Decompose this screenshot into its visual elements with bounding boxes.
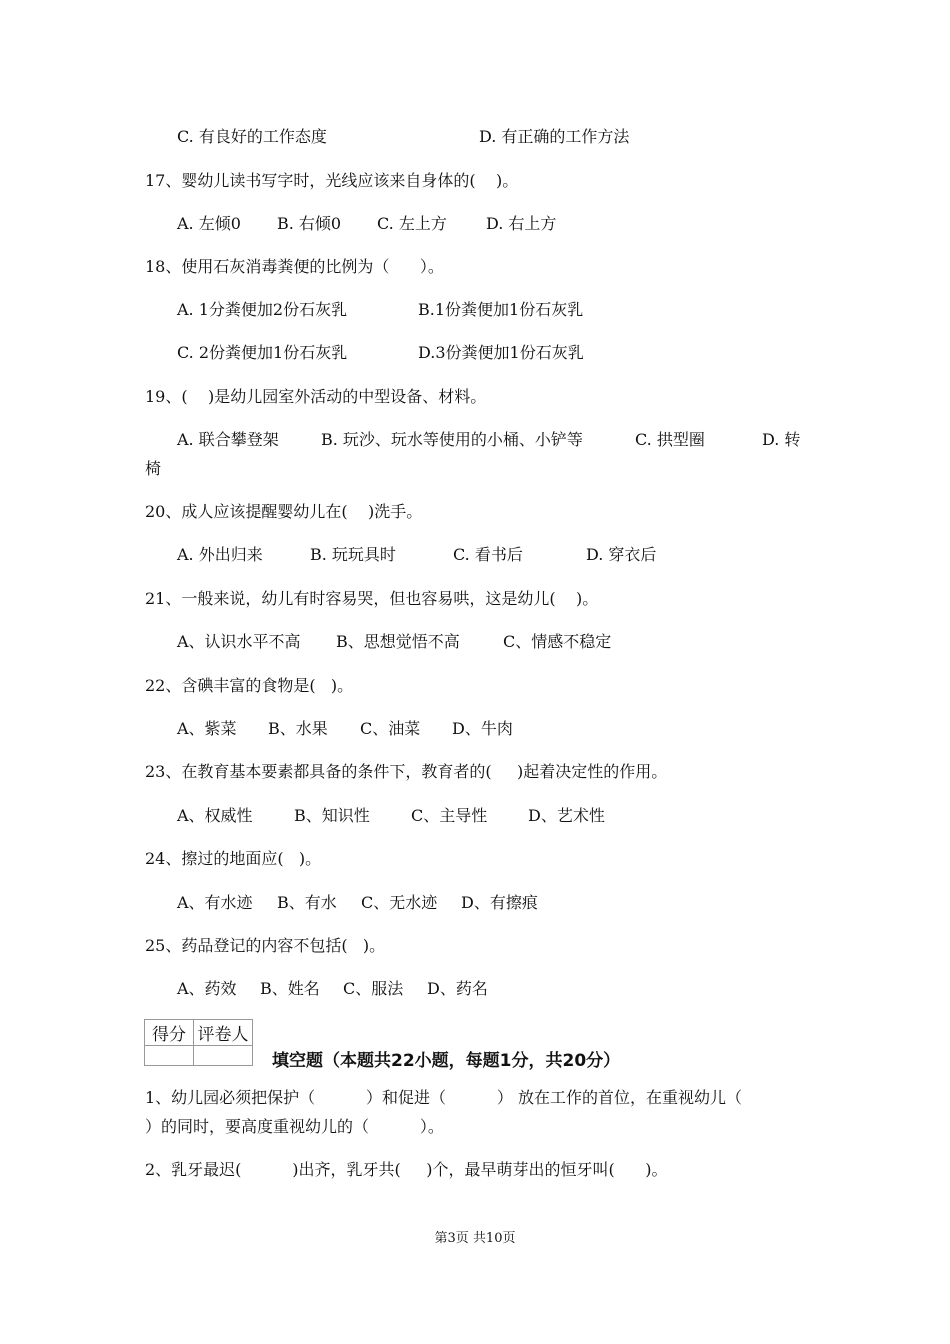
- q22-option-d: D、牛肉: [452, 719, 513, 738]
- q22-option-b: B、水果: [268, 719, 328, 738]
- q20-option-b: B. 玩玩具时: [310, 545, 396, 564]
- q17-option-b: B. 右倾0: [277, 214, 342, 233]
- q21-option-c: C、情感不稳定: [503, 632, 612, 651]
- q19-option-b: B. 玩沙、玩水等使用的小桶、小铲等: [321, 430, 583, 449]
- q22-stem: 22、含碘丰富的食物是( )。: [145, 676, 354, 695]
- q19-option-d: D. 转: [762, 430, 801, 449]
- q24-stem: 24、擦过的地面应( )。: [145, 849, 322, 868]
- q25-stem: 25、药品登记的内容不包括( )。: [145, 936, 386, 955]
- q22-option-c: C、油菜: [360, 719, 421, 738]
- q16-option-d: D. 有正确的工作方法: [479, 127, 630, 146]
- q25-option-c: C、服法: [343, 979, 404, 998]
- q23-option-b: B、知识性: [294, 806, 370, 825]
- q17-option-c: C. 左上方: [377, 214, 447, 233]
- fill1-line1: 1、幼儿园必须把保护（ ）和促进（ ） 放在工作的首位，在重视幼儿（: [145, 1088, 742, 1107]
- q18-option-d: D.3份粪便加1份石灰乳: [418, 343, 584, 362]
- q17-option-d: D. 右上方: [486, 214, 557, 233]
- fill1-line2: ）的同时，要高度重视幼儿的（ ）。: [145, 1117, 444, 1136]
- grader-label: 评卷人: [194, 1020, 253, 1046]
- score-label: 得分: [145, 1020, 194, 1046]
- grader-cell[interactable]: [194, 1046, 253, 1066]
- q17-option-a: A. 左倾0: [177, 214, 241, 233]
- q22-option-a: A、紫菜: [177, 719, 237, 738]
- q18-option-b: B.1份粪便加1份石灰乳: [418, 300, 584, 319]
- q20-option-a: A. 外出归来: [177, 545, 263, 564]
- q23-option-a: A、权威性: [177, 806, 253, 825]
- q25-option-d: D、药名: [427, 979, 488, 998]
- q19-option-d-continued: 椅: [145, 459, 162, 478]
- q23-stem: 23、在教育基本要素都具备的条件下，教育者的( )起着决定性的作用。: [145, 762, 668, 781]
- q24-option-c: C、无水迹: [361, 893, 438, 912]
- q19-option-c: C. 拱型圈: [635, 430, 705, 449]
- section-title: 填空题（本题共22小题，每题1分，共20分）: [272, 1051, 621, 1071]
- q25-option-b: B、姓名: [260, 979, 320, 998]
- q18-stem: 18、使用石灰消毒粪便的比例为（ ）。: [145, 257, 444, 276]
- score-cell[interactable]: [145, 1046, 194, 1066]
- q24-option-d: D、有擦痕: [461, 893, 538, 912]
- q21-option-a: A、认识水平不高: [177, 632, 301, 651]
- q24-option-a: A、有水迹: [177, 893, 253, 912]
- q24-option-b: B、有水: [277, 893, 337, 912]
- q19-stem: 19、( )是幼儿园室外活动的中型设备、材料。: [145, 387, 487, 406]
- q25-option-a: A、药效: [177, 979, 237, 998]
- q23-option-c: C、主导性: [411, 806, 488, 825]
- q23-option-d: D、艺术性: [528, 806, 605, 825]
- page-footer: 第3页 共10页: [434, 1231, 516, 1246]
- q21-option-b: B、思想觉悟不高: [336, 632, 460, 651]
- q20-option-c: C. 看书后: [453, 545, 523, 564]
- score-table: [144, 1019, 253, 1066]
- q20-stem: 20、成人应该提醒婴幼儿在( )洗手。: [145, 502, 423, 521]
- q17-stem: 17、婴幼儿读书写字时，光线应该来自身体的( )。: [145, 171, 519, 190]
- q18-option-c: C. 2份粪便加1份石灰乳: [177, 343, 348, 362]
- q20-option-d: D. 穿衣后: [586, 545, 657, 564]
- q18-option-a: A. 1分粪便加2份石灰乳: [177, 300, 348, 319]
- q21-stem: 21、一般来说，幼儿有时容易哭，但也容易哄，这是幼儿( )。: [145, 589, 599, 608]
- fill2-line1: 2、乳牙最迟( )出齐，乳牙共( )个，最早萌芽出的恒牙叫( )。: [145, 1160, 668, 1179]
- q16-option-c: C. 有良好的工作态度: [177, 127, 327, 146]
- q19-option-a: A. 联合攀登架: [177, 430, 279, 449]
